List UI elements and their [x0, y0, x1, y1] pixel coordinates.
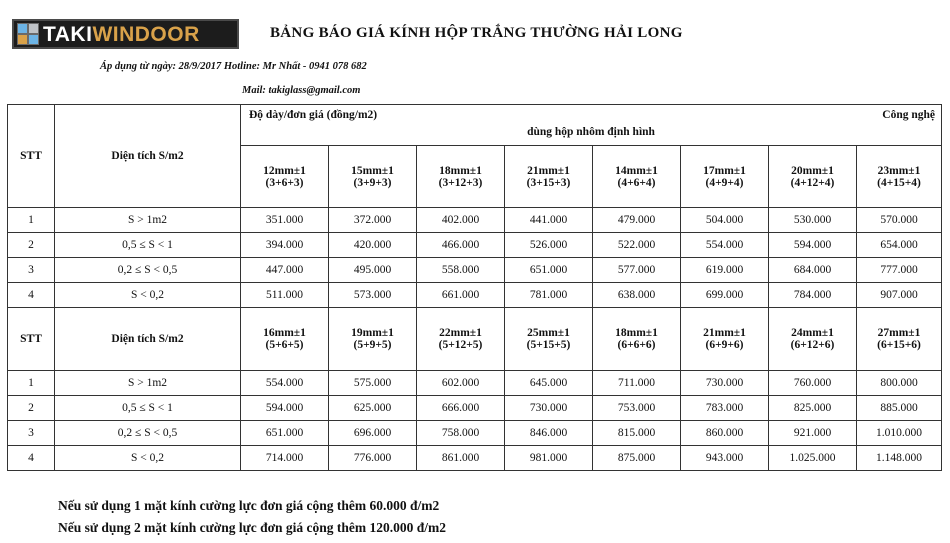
area-cell: 0,2 ≤ S < 0,5	[55, 258, 241, 283]
area-cell: 0,5 ≤ S < 1	[55, 396, 241, 421]
price-cell: 645.000	[505, 371, 593, 396]
logo-text-taki: TAKI	[43, 22, 93, 46]
thickness-cell	[417, 146, 505, 208]
price-cell: 558.000	[417, 258, 505, 283]
price-cell: 573.000	[329, 283, 417, 308]
thickness-spec: (3+9+3)	[353, 176, 392, 189]
price-cell: 495.000	[329, 258, 417, 283]
contact-mail: Mail: takiglass@gmail.com	[242, 85, 361, 96]
stt-header: STT	[8, 105, 55, 208]
thickness-spec: (5+9+5)	[353, 339, 392, 351]
price-cell: 554.000	[681, 233, 769, 258]
logo-text	[43, 24, 200, 45]
area-cell: S < 0,2	[55, 446, 241, 471]
price-cell: 753.000	[593, 396, 681, 421]
price-cell: 921.000	[769, 421, 857, 446]
stt-cell: 1	[8, 371, 55, 396]
price-cell: 885.000	[857, 396, 942, 421]
table-row	[8, 283, 942, 308]
price-cell: 684.000	[769, 258, 857, 283]
stt-cell: 4	[8, 283, 55, 308]
thickness-cell	[593, 146, 681, 208]
area-cell: S < 0,2	[55, 283, 241, 308]
thickness-size: 21mm±1	[703, 327, 746, 339]
price-cell: 504.000	[681, 208, 769, 233]
price-table	[7, 104, 942, 471]
price-cell: 654.000	[857, 233, 942, 258]
table-row	[8, 421, 942, 446]
table-row	[8, 446, 942, 471]
technology-desc: dùng hộp nhôm định hình	[527, 126, 655, 138]
price-cell: 783.000	[681, 396, 769, 421]
price-cell: 594.000	[769, 233, 857, 258]
table-row	[8, 258, 942, 283]
notes	[58, 495, 446, 539]
thickness-cell	[505, 308, 593, 371]
thickness-size: 19mm±1	[351, 327, 394, 339]
price-cell: 402.000	[417, 208, 505, 233]
price-cell: 447.000	[241, 258, 329, 283]
price-cell: 554.000	[241, 371, 329, 396]
thickness-spec: (3+6+3)	[265, 176, 304, 189]
thickness-spec: (3+15+3)	[526, 176, 571, 189]
thickness-cell	[241, 308, 329, 371]
company-logo	[12, 19, 239, 49]
thickness-spec: (6+12+6)	[790, 339, 835, 351]
price-cell: 784.000	[769, 283, 857, 308]
window-logo-icon	[17, 23, 39, 45]
price-cell: 530.000	[769, 208, 857, 233]
price-cell: 651.000	[505, 258, 593, 283]
price-cell: 696.000	[329, 421, 417, 446]
thickness-spec: (6+6+6)	[617, 339, 656, 351]
thickness-size: 15mm±1	[351, 164, 394, 177]
thickness-size: 21mm±1	[527, 164, 570, 177]
price-cell: 1.148.000	[857, 446, 942, 471]
stt-cell: 2	[8, 233, 55, 258]
note-line: Nếu sử dụng 2 mặt kính cường lực đơn giá cộng thêm 120.000 đ/m2	[58, 520, 447, 535]
thickness-cell	[505, 146, 593, 208]
price-cell: 511.000	[241, 283, 329, 308]
area-cell: S > 1m2	[55, 208, 241, 233]
price-cell: 730.000	[505, 396, 593, 421]
price-cell: 651.000	[241, 421, 329, 446]
price-cell: 1.010.000	[857, 421, 942, 446]
price-cell: 846.000	[505, 421, 593, 446]
price-cell: 711.000	[593, 371, 681, 396]
area-cell: 0,5 ≤ S < 1	[55, 233, 241, 258]
price-cell: 981.000	[505, 446, 593, 471]
thickness-size: 27mm±1	[877, 327, 921, 339]
price-cell: 861.000	[417, 446, 505, 471]
price-cell: 860.000	[681, 421, 769, 446]
thickness-cell	[681, 308, 769, 371]
price-cell: 1.025.000	[769, 446, 857, 471]
applied-date-hotline: Áp dụng từ ngày: 28/9/2017 Hotline: Mr Nhất - 0941 078 682	[100, 61, 367, 72]
price-cell: 776.000	[329, 446, 417, 471]
price-cell: 943.000	[681, 446, 769, 471]
thickness-size: 23mm±1	[877, 164, 921, 177]
thickness-cell	[329, 146, 417, 208]
thickness-price-header	[241, 105, 942, 146]
price-cell: 522.000	[593, 233, 681, 258]
price-cell: 394.000	[241, 233, 329, 258]
price-cell: 619.000	[681, 258, 769, 283]
thickness-label: Độ dày/đơn giá (đồng/m2)	[249, 109, 378, 121]
thickness-size: 18mm±1	[615, 327, 658, 339]
thickness-size: 25mm±1	[527, 327, 570, 339]
price-cell: 577.000	[593, 258, 681, 283]
thickness-size: 16mm±1	[263, 327, 306, 339]
thickness-spec: (5+15+5)	[526, 339, 571, 351]
price-cell: 602.000	[417, 371, 505, 396]
thickness-spec: (3+12+3)	[438, 176, 483, 189]
price-cell: 730.000	[681, 371, 769, 396]
thickness-size: 12mm±1	[263, 164, 306, 177]
thickness-spec: (4+12+4)	[790, 176, 835, 189]
price-cell: 815.000	[593, 421, 681, 446]
price-cell: 777.000	[857, 258, 942, 283]
stt-cell: 4	[8, 446, 55, 471]
price-cell: 825.000	[769, 396, 857, 421]
stt-header: STT	[8, 308, 55, 371]
stt-cell: 2	[8, 396, 55, 421]
price-cell: 594.000	[241, 396, 329, 421]
thickness-cell	[769, 308, 857, 371]
technology-label: Công nghệ	[882, 109, 935, 121]
area-cell: S > 1m2	[55, 371, 241, 396]
price-cell: 441.000	[505, 208, 593, 233]
thickness-cell	[681, 146, 769, 208]
price-cell: 420.000	[329, 233, 417, 258]
price-cell: 575.000	[329, 371, 417, 396]
stt-cell: 3	[8, 421, 55, 446]
price-cell: 625.000	[329, 396, 417, 421]
thickness-size: 20mm±1	[791, 164, 834, 177]
price-cell: 666.000	[417, 396, 505, 421]
price-cell: 758.000	[417, 421, 505, 446]
logo-text-windoor: WINDOOR	[92, 22, 200, 46]
area-header: Diện tích S/m2	[55, 105, 241, 208]
note-line: Nếu sử dụng 1 mặt kính cường lực đơn giá cộng thêm 60.000 đ/m2	[58, 498, 440, 513]
area-header: Diện tích S/m2	[55, 308, 241, 371]
thickness-cell	[241, 146, 329, 208]
thickness-cell	[769, 146, 857, 208]
thickness-spec: (4+9+4)	[705, 176, 744, 189]
table-row	[8, 233, 942, 258]
table-row	[8, 371, 942, 396]
price-cell: 466.000	[417, 233, 505, 258]
thickness-cell	[857, 146, 942, 208]
price-cell: 638.000	[593, 283, 681, 308]
thickness-cell	[593, 308, 681, 371]
thickness-size: 22mm±1	[439, 327, 482, 339]
thickness-size: 14mm±1	[615, 164, 658, 177]
thickness-spec: (6+9+6)	[705, 339, 744, 351]
price-cell: 351.000	[241, 208, 329, 233]
price-cell: 570.000	[857, 208, 942, 233]
price-cell: 875.000	[593, 446, 681, 471]
thickness-spec: (6+15+6)	[877, 339, 921, 351]
table-header-row	[8, 105, 942, 146]
area-cell: 0,2 ≤ S < 0,5	[55, 421, 241, 446]
page-title: BẢNG BÁO GIÁ KÍNH HỘP TRẮNG THƯỜNG HẢI LONG	[270, 25, 683, 41]
price-cell: 760.000	[769, 371, 857, 396]
price-cell: 907.000	[857, 283, 942, 308]
thickness-spec: (5+6+5)	[265, 339, 304, 351]
thickness-cell	[417, 308, 505, 371]
thickness-spec: (5+12+5)	[438, 339, 483, 351]
price-cell: 372.000	[329, 208, 417, 233]
thickness-size: 17mm±1	[703, 164, 746, 177]
thickness-cell	[857, 308, 942, 371]
stt-cell: 1	[8, 208, 55, 233]
table-row	[8, 396, 942, 421]
price-cell: 714.000	[241, 446, 329, 471]
price-cell: 800.000	[857, 371, 942, 396]
price-cell: 661.000	[417, 283, 505, 308]
thickness-cell	[329, 308, 417, 371]
thickness-size: 18mm±1	[439, 164, 482, 177]
price-cell: 479.000	[593, 208, 681, 233]
stt-cell: 3	[8, 258, 55, 283]
thickness-size: 24mm±1	[791, 327, 834, 339]
thickness-row-2	[8, 308, 942, 371]
thickness-spec: (4+6+4)	[617, 176, 656, 189]
price-cell: 781.000	[505, 283, 593, 308]
price-cell: 526.000	[505, 233, 593, 258]
price-cell: 699.000	[681, 283, 769, 308]
thickness-spec: (4+15+4)	[877, 176, 921, 189]
table-row	[8, 208, 942, 233]
